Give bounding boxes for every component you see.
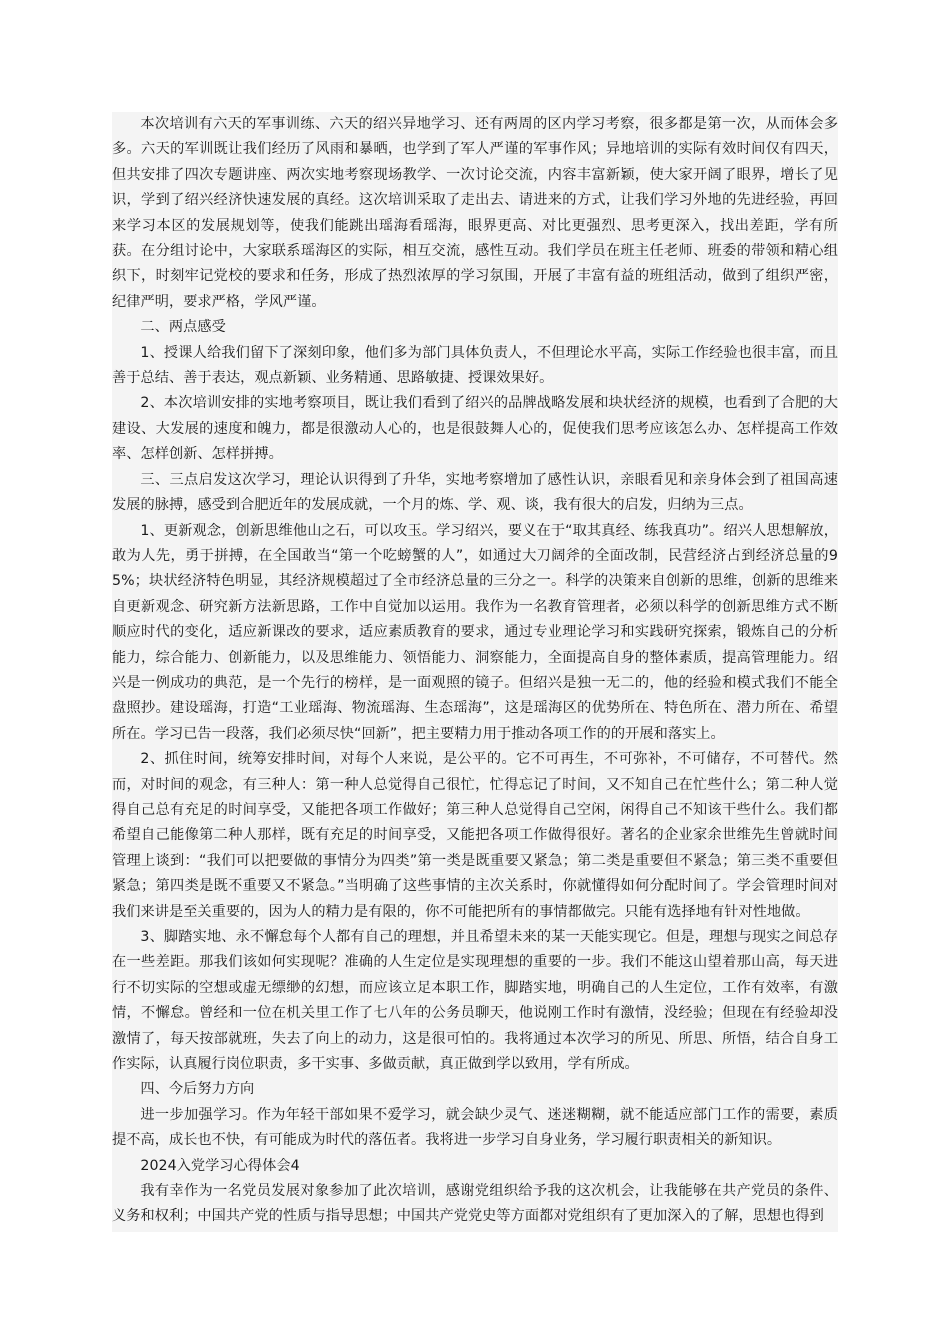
paragraph-impression-1: 1、授课人给我们留下了深刻印象，他们多为部门具体负责人，不但理论水平高，实际工作经验也很丰富，而且善于总结、善于表达，观点新颖、业务精通、思路敏捷、授课效果好。 — [112, 344, 838, 387]
paragraph-inspiration-3: 3、脚踏实地、永不懈怠每个人都有自己的理想，并且希望未来的某一天能实现它。但是，理想与现实之间总存在一些差距。那我们该如何实现呢？准确的人生定位是实现理想的重要的一步。我们不能这山望着那山高，每天进行不切实际的空想或虚无缥缈的幻想，而应该立足本职工作，脚踏实地，明确自己的人生定位，工作有效率，有激情，不懈怠。曾经和一位在机关里工作了七八年的公务员聊天，他说刚工作时有激情，没经验；但现在有经验却没激情了，每天按部就班，失去了向上的动力，这是很可怕的。我将通过本次学习的所见、所思、所悟，结合自身工作实际，认真履行岗位职责，多干实事、多做贡献，真正做到学以致用，学有所成。 — [112, 929, 838, 1073]
paragraph-article-4-intro: 我有幸作为一名党员发展对象参加了此次培训，感谢党组织给予我的这次机会，让我能够在共产党员的条件、义务和权利；中国共产党的性质与指导思想；中国共产党党史等方面都对党组织有了更加深入的了解，思想也得到 — [112, 1183, 838, 1225]
heading-future-direction: 四、今后努力方向 — [140, 1081, 255, 1098]
paragraph-three-inspirations: 三、三点启发这次学习，理论认识得到了升华，实地考察增加了感性认识，亲眼看见和亲身体会到了祖国高速发展的脉搏，感受到合肥近年的发展成就，一个月的炼、学、观、谈，我有很大的启发，归纳为三点。 — [112, 471, 838, 514]
paragraph-strengthen-learning: 进一步加强学习。作为年轻干部如果不爱学习，就会缺少灵气、迷迷糊糊，就不能适应部门工作的需要，素质提不高，成长也不快，有可能成为时代的落伍者。我将进一步学习自身业务，学习履行职责相关的新知识。 — [112, 1106, 838, 1149]
paragraph-inspiration-2: 2、抓住时间，统筹安排时间，对每个人来说，是公平的。它不可再生，不可弥补，不可储存，不可替代。然而，对时间的观念，有三种人：第一种人总觉得自己很忙，忙得忘记了时间，又不知自己在忙些什么；第二种人觉得自己总有充足的时间享受，又能把各项工作做好；第三种人总觉得自己空闲，闲得自己不知该干些什么。我们都希望自己能像第二种人那样，既有充足的时间享受，又能把各项工作做得很好。著名的企业家余世维先生曾就时间管理上谈到：“我们可以把要做的事情分为四类”第一类是既重要又紧急；第二类是重要但不紧急；第三类不重要但紧急；第四类是既不重要又不紧急。”当明确了这些事情的主次关系时，你就懂得如何分配时间了。学会管理时间对我们来讲是至关重要的，因为人的精力是有限的，你不可能把所有的事情都做完。只能有选择地有针对性地做。 — [112, 751, 838, 920]
paragraph-training-overview: 本次培训有六天的军事训练、六天的绍兴异地学习、还有两周的区内学习考察，很多都是第一次，从而体会多多。六天的军训既让我们经历了风雨和暴晒，也学到了军人严谨的军事作风；异地培训的实际有效时间仅有四天，但共安排了四次专题讲座、两次实地考察现场教学、一次讨论交流，内容丰富新颖，使大家开阔了眼界，增长了见识，学到了绍兴经济快速发展的真经。这次培训采取了走出去、请进来的方式，让我们学习外地的先进经验，再回来学习本区的发展规划等，使我们能跳出瑶海看瑶海，眼界更高、对比更强烈、思考更深入，找出差距，学有所获。在分组讨论中，大家联系瑶海区的实际，相互交流，感性互动。我们学员在班主任老师、班委的带领和精心组织下，时刻牢记党校的要求和任务，形成了热烈浓厚的学习氛围，开展了丰富有益的班组活动，做到了组织严密，纪律严明，要求严格，学风严谨。 — [112, 116, 838, 310]
document-page — [112, 112, 838, 1232]
paragraph-impression-2: 2、本次培训安排的实地考察项目，既让我们看到了绍兴的品牌战略发展和块状经济的规模，也看到了合肥的大建设、大发展的速度和魄力，都是很激动人心的，也是很鼓舞人心的，促使我们思考应该怎么办、怎样提高工作效率、怎样创新、怎样拼搏。 — [112, 395, 838, 463]
paragraph-inspiration-1: 1、更新观念，创新思维他山之石，可以攻玉。学习绍兴，要义在于“取其真经、练我真功”。绍兴人思想解放，敢为人先，勇于拼搏，在全国敢当“第一个吃螃蟹的人”，如通过大刀阔斧的全面改制，民营经济占到经济总量的95%；块状经济特色明显，其经济规模超过了全市经济总量的三分之一。科学的决策来自创新的思维，创新的思维来自更新观念、研究新方法新思路，工作中自觉加以运用。我作为一名教育管理者，必须以科学的创新思维方式不断顺应时代的变化，适应新课改的要求，适应素质教育的要求，通过专业理论学习和实践研究探索，锻炼自己的分析能力，综合能力、创新能力，以及思维能力、领悟能力、洞察能力，全面提高自身的整体素质，提高管理能力。绍兴是一例成功的典范，是一个先行的榜样，是一面观照的镜子。但绍兴是独一无二的，他的经验和模式我们不能全盘照抄。建设瑶海，打造“工业瑶海、物流瑶海、生态瑶海”，这是瑶海区的优势所在、特色所在、潜力所在、希望所在。学习已告一段落，我们必须尽快“回新”，把主要精力用于推动各项工作的的开展和落实上。 — [112, 522, 838, 742]
heading-two-impressions: 二、两点感受 — [140, 319, 226, 336]
heading-article-4: 2024入党学习心得体会4 — [140, 1157, 300, 1174]
